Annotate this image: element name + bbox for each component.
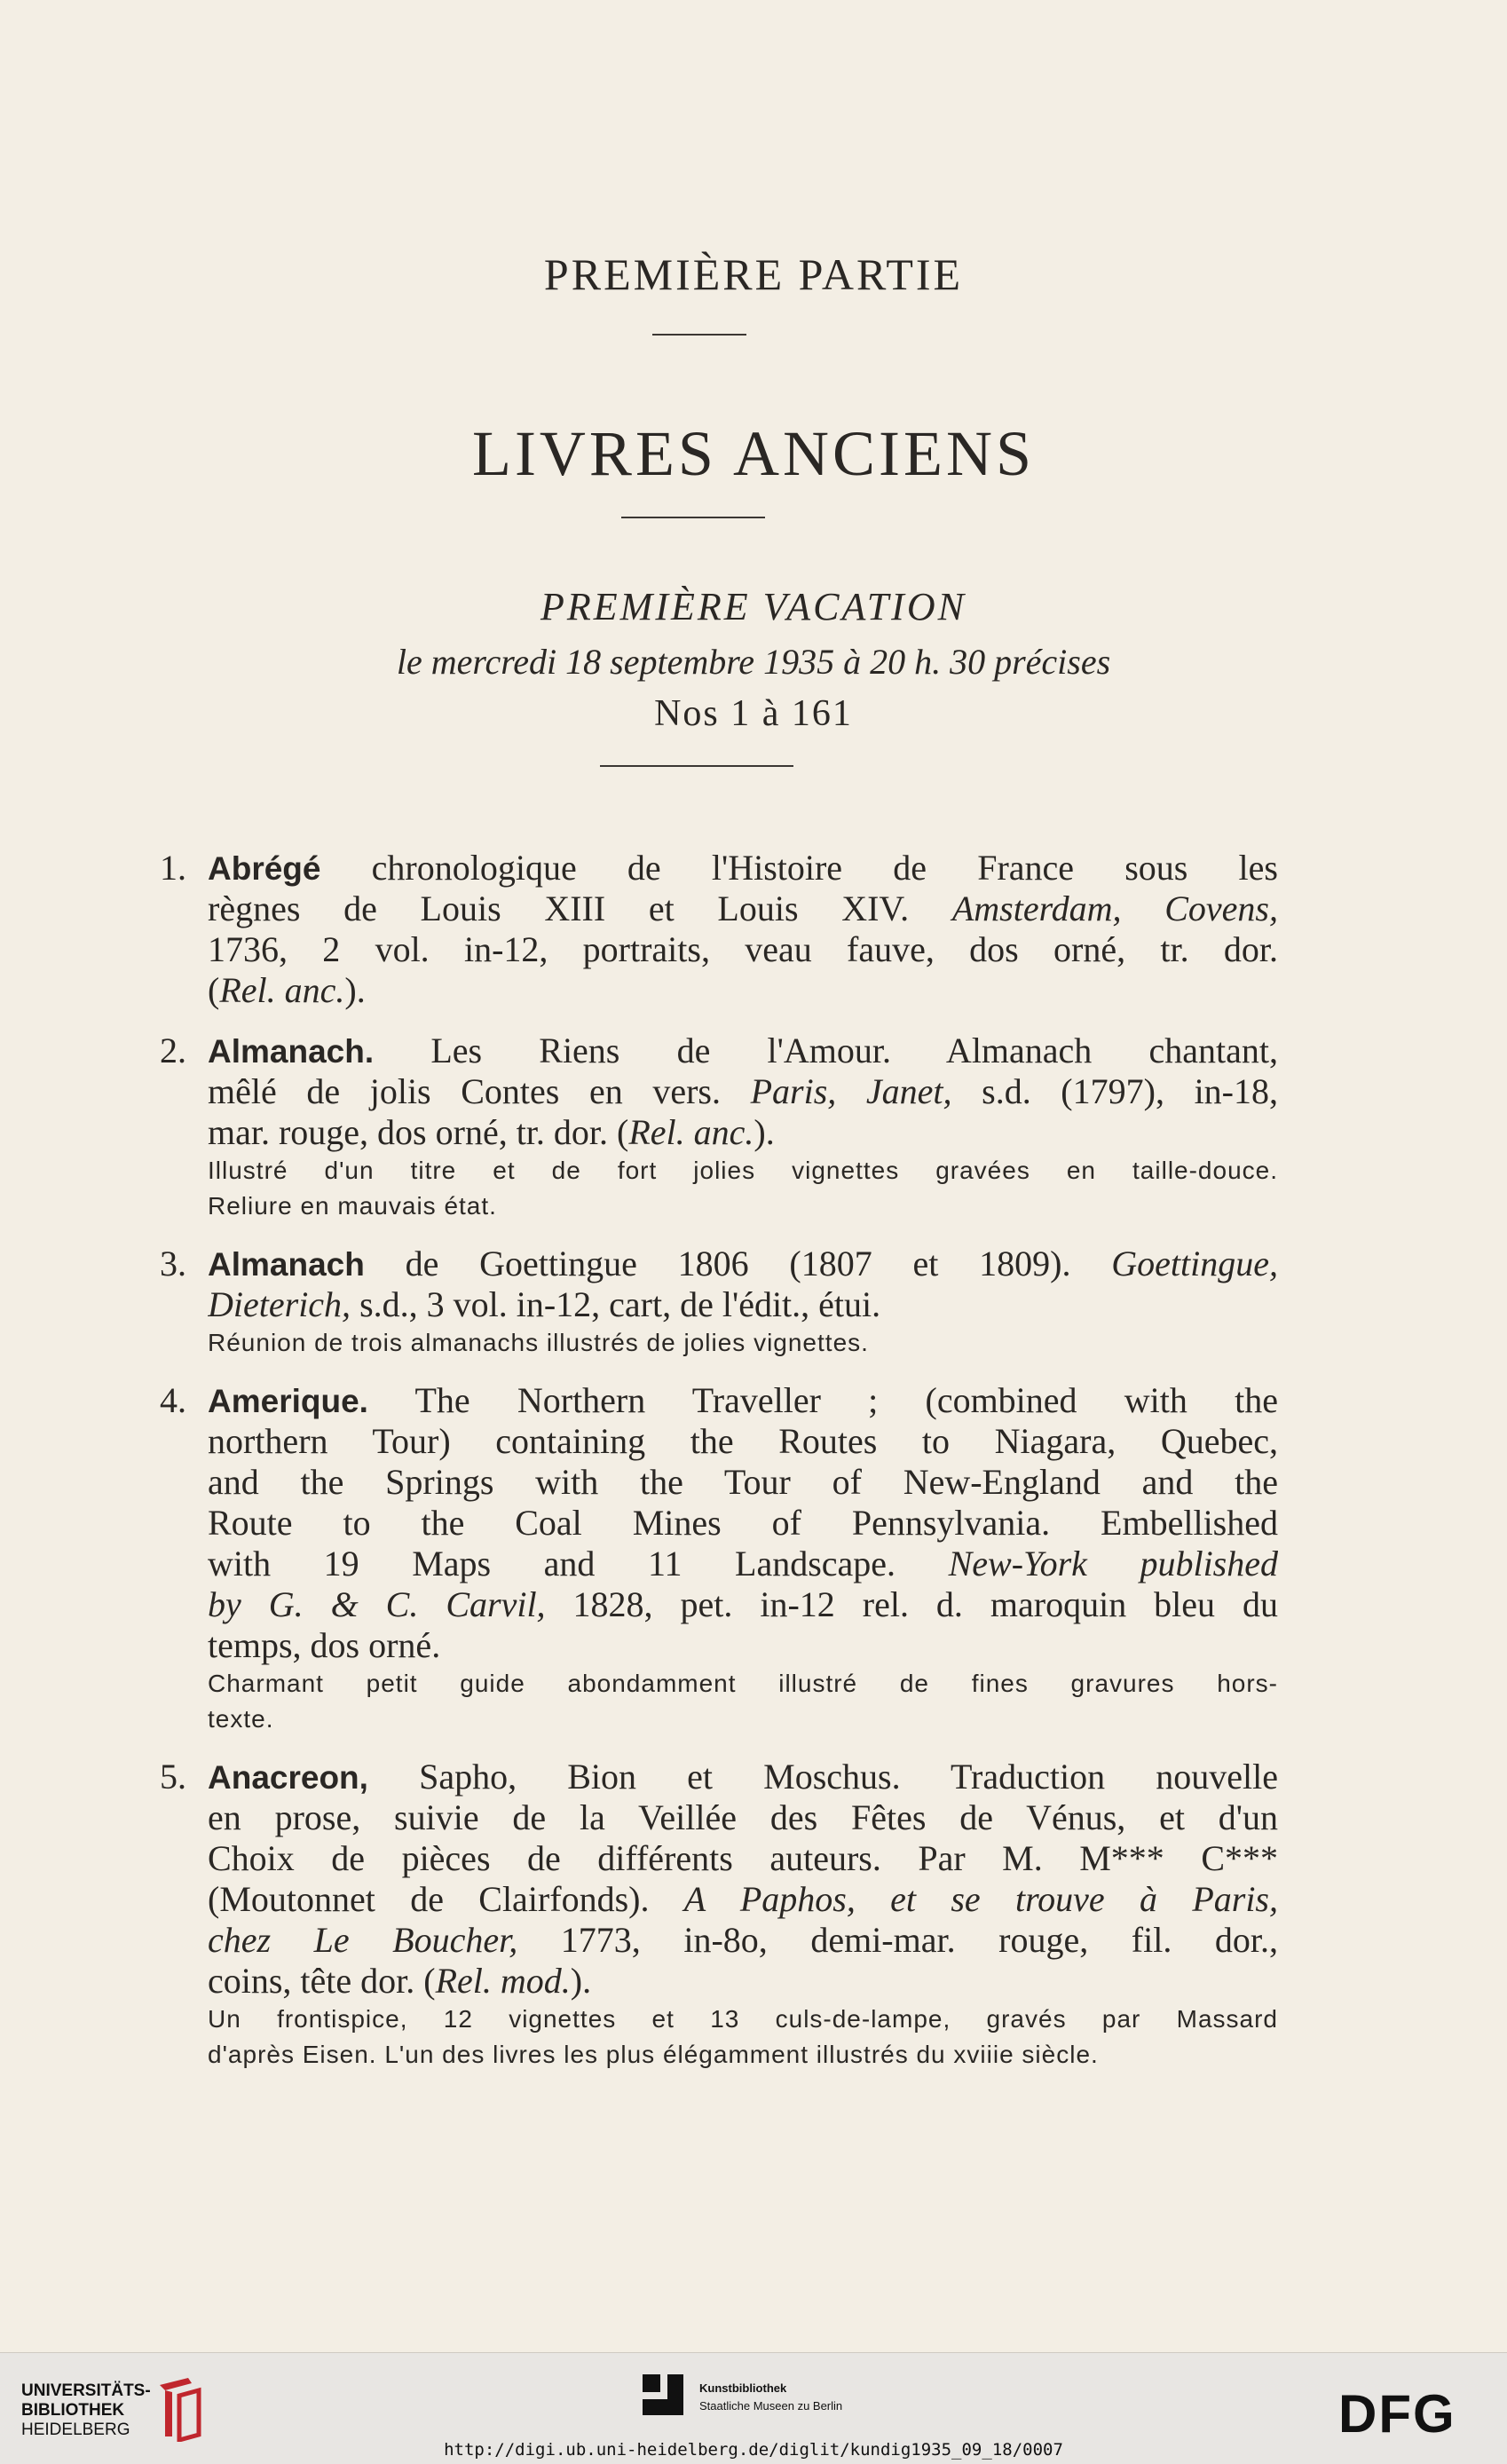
entry-line — [208, 888, 1278, 929]
source-url[interactable]: http://digi.ub.uni-heidelberg.de/diglit/kundig1935_09_18/0007 — [444, 2440, 1063, 2460]
entry-italic: A Paphos, et se trouve à Paris, — [683, 1879, 1278, 1919]
entry-text: s.d., 3 vol. in-12, cart, de l'édit., étui. — [351, 1284, 881, 1324]
entry-text: coins, tête dor. ( — [208, 1961, 436, 2001]
entry-italic: Paris, Janet, — [750, 1071, 952, 1111]
entry-text: temps, dos orné. — [208, 1625, 441, 1665]
entry-text: and the Springs with the Tour of New-England and the — [208, 1462, 1278, 1502]
entry-text: mar. rouge, dos orné, tr. dor. ( — [208, 1112, 629, 1152]
catalog-entries — [160, 848, 1278, 2092]
entry-italic: Rel. anc. — [628, 1112, 754, 1152]
catalog-entry — [160, 1031, 1278, 1224]
entry-text: ). — [570, 1961, 592, 2001]
footer-bar — [0, 2352, 1507, 2464]
entry-keyword: Abrégé — [208, 850, 321, 887]
entry-text: ( — [208, 970, 220, 1010]
entry-number: 5. — [160, 1757, 186, 1797]
entry-number: 3. — [160, 1244, 186, 1283]
entry-keyword: Almanach — [208, 1246, 365, 1283]
entry-line — [208, 1757, 1278, 1797]
entry-number: 4. — [160, 1380, 186, 1420]
entry-text: en prose, suivie de la Veillée des Fêtes de Vénus, et d'un — [208, 1797, 1278, 1837]
entry-line — [208, 1879, 1278, 1920]
entry-text: Choix de pièces de différents auteurs. Par M. M*** C*** — [208, 1838, 1278, 1878]
entry-text: Les Riens de l'Amour. Almanach chantant, — [374, 1031, 1278, 1070]
entry-text: 1736, 2 vol. in-12, portraits, veau fauve, dos orné, tr. dor. — [208, 929, 1278, 969]
entry-keyword: Anacreon, — [208, 1759, 368, 1796]
entry-line — [208, 1380, 1278, 1421]
vacation-title: PREMIÈRE VACATION — [540, 585, 967, 628]
entry-keyword: Amerique. — [208, 1383, 368, 1419]
entry-text: ). — [344, 970, 366, 1010]
entry-line — [208, 1071, 1278, 1112]
entry-text: Route to the Coal Mines of Pennsylvania. Embellished — [208, 1503, 1278, 1543]
entry-line — [208, 1244, 1278, 1284]
museum-logo-icon[interactable] — [643, 2374, 683, 2415]
entry-note: Reliure en mauvais état. — [208, 1192, 497, 1220]
entry-text: The Northern Traveller ; (combined with the — [367, 1380, 1278, 1420]
entry-line — [208, 1031, 1278, 1071]
entry-italic: by G. & C. Carvil, — [208, 1584, 546, 1624]
entry-text: mêlé de jolis Contes en vers. — [208, 1071, 751, 1111]
entry-text: ). — [754, 1112, 775, 1152]
entry-number: 2. — [160, 1031, 186, 1070]
entry-text: s.d. (1797), in-18, — [951, 1071, 1278, 1111]
entry-line — [208, 1544, 1278, 1584]
entry-line — [208, 848, 1278, 888]
entry-italic: Dieterich, — [208, 1284, 351, 1324]
entry-note: Illustré d'un titre et de fort jolies vignettes gravées en taille-douce. — [208, 1157, 1278, 1184]
entry-italic: Rel. mod. — [435, 1961, 571, 2001]
entry-text: chronologique de l'Histoire de France sous les — [320, 848, 1278, 888]
entry-italic: chez Le Boucher, — [208, 1920, 518, 1960]
entry-italic: Rel. anc. — [219, 970, 345, 1010]
entry-line — [208, 1797, 1278, 1838]
entry-line — [208, 1284, 1278, 1325]
entry-note: Réunion de trois almanachs illustrés de jolies vignettes. — [208, 1329, 869, 1356]
catalog-entry — [160, 1244, 1278, 1361]
catalog-entry — [160, 848, 1278, 1011]
entry-keyword: Almanach. — [208, 1033, 375, 1070]
entry-line — [208, 1920, 1278, 1961]
entry-note: texte. — [208, 1705, 274, 1733]
entry-number: 1. — [160, 848, 186, 888]
library-logo[interactable]: UNIVERSITÄTS- BIBLIOTHEK HEIDELBERG — [21, 2381, 151, 2439]
entry-line — [208, 1112, 1278, 1153]
entry-italic: Amsterdam, Covens, — [951, 888, 1278, 928]
entry-line — [208, 929, 1278, 970]
library-mark-icon — [153, 2374, 204, 2442]
divider — [621, 517, 765, 518]
divider — [600, 765, 793, 767]
entry-line — [208, 1961, 1278, 2002]
dfg-logo[interactable]: DFG — [1338, 2384, 1456, 2444]
museum-name: Kunstbibliothek Staatliche Museen zu Berlin — [699, 2381, 843, 2413]
entry-note: d'après Eisen. L'un des livres les plus élégamment illustrés du xviiie siècle. — [208, 2041, 1099, 2068]
entry-line — [208, 1838, 1278, 1879]
entry-text: 1773, in-8o, demi-mar. rouge, fil. dor., — [517, 1920, 1278, 1960]
entry-line — [208, 1503, 1278, 1544]
part-title: PREMIÈRE PARTIE — [543, 249, 964, 299]
entry-note: Charmant petit guide abondamment illustré de fines gravures hors- — [208, 1670, 1278, 1697]
entry-line — [208, 1625, 1278, 1666]
entry-text: Sapho, Bion et Moschus. Traduction nouvelle — [367, 1757, 1278, 1797]
entry-text: with 19 Maps and 11 Landscape. — [208, 1544, 949, 1583]
lot-numbers: Nos 1 à 161 — [654, 693, 853, 734]
entry-italic: Goettingue, — [1111, 1244, 1278, 1283]
entry-text: 1828, pet. in-12 rel. d. maroquin bleu du — [545, 1584, 1278, 1624]
entry-line — [208, 1421, 1278, 1462]
entry-text: de Goettingue 1806 (1807 et 1809). — [364, 1244, 1112, 1283]
entry-note: Un frontispice, 12 vignettes et 13 culs-de-lampe, gravés par Massard — [208, 2005, 1278, 2033]
vacation-date: le mercredi 18 septembre 1935 à 20 h. 30 précises — [396, 642, 1111, 682]
entry-line — [208, 1584, 1278, 1625]
entry-text: règnes de Louis XIII et Louis XIV. — [208, 888, 952, 928]
entry-text: (Moutonnet de Clairfonds). — [208, 1879, 684, 1919]
catalog-entry — [160, 1380, 1278, 1737]
entry-italic: New-York published — [948, 1544, 1278, 1583]
catalog-entry — [160, 1757, 1278, 2073]
main-title: LIVRES ANCIENS — [471, 418, 1036, 489]
entry-line — [208, 970, 1278, 1011]
divider — [652, 334, 746, 336]
entry-line — [208, 1462, 1278, 1503]
entry-text: northern Tour) containing the Routes to Niagara, Quebec, — [208, 1421, 1278, 1461]
